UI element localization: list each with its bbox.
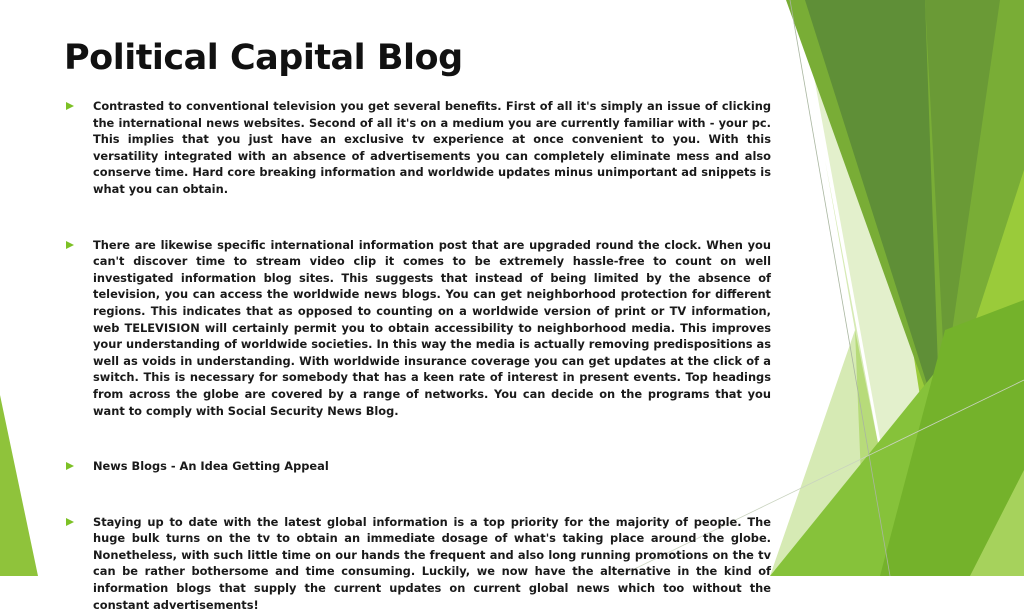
bullet-item: [64, 514, 771, 613]
arrow-bullet-icon: [66, 241, 74, 249]
bullet-text: Contrasted to conventional television you get several benefits. First of all it's simply an issue of clicking the international news websites. Second of all it's on a medium you are currently familiar with - your pc. This implies that you just have an exclusive tv experience at once convenient to you. With this versatility integrated with an absence of advertisements you can completely eliminate mess and also conserve time. Hard core breaking information and worldwide updates minus unimportant ad snippets is what you can obtain.: [93, 99, 771, 196]
bullet-text: News Blogs - An Idea Getting Appeal: [93, 459, 329, 474]
bullet-item: [64, 98, 771, 198]
arrow-bullet-icon: [66, 462, 74, 470]
arrow-bullet-icon: [66, 518, 74, 526]
bullet-item: [64, 458, 771, 475]
facet-bottom-left-corner: [0, 395, 38, 576]
arrow-bullet-icon: [66, 102, 74, 110]
bullet-text: Staying up to date with the latest global information is a top priority for the majority of people. The huge bulk turns on the tv to obtain an immediate dosage of what's taking place around the globe. Nonetheless, with such little time on our hands the frequent and also long running promotions on the tv can be rather bothersome and time consuming. Luckily, we now have the alternative in the kind of information blogs that supply the current updates on current global news which too without the constant advertisements!: [93, 514, 771, 612]
slide-title: Political Capital Blog: [64, 38, 463, 78]
bullet-text: There are likewise specific international information post that are upgraded round the clock. When you can't discover time to stream video clip it comes to be extremely hassle-free to count on well investigated information blog sites. This suggests that instead of being limited by the absence of television, you can access the worldwide news blogs. You can get neighborhood protection for different regions. This indicates that as opposed to counting on a worldwide version of print or TV information, web TELEVISION will certainly permit you to obtain accessibility to neighborhood media. This improves your understanding of worldwide societies. In this way the media is actually removing predispositions as well as voids in understanding. With worldwide insurance coverage you can get updates at the click of a switch. This is necessary for somebody that has a keen rate of interest in present events. Top headings from across the globe are covered by a range of networks. You can decide on the programs that you want to comply with Social Security News Blog.: [93, 237, 771, 418]
bullet-item: [64, 237, 771, 420]
bullet-list: [64, 98, 771, 613]
